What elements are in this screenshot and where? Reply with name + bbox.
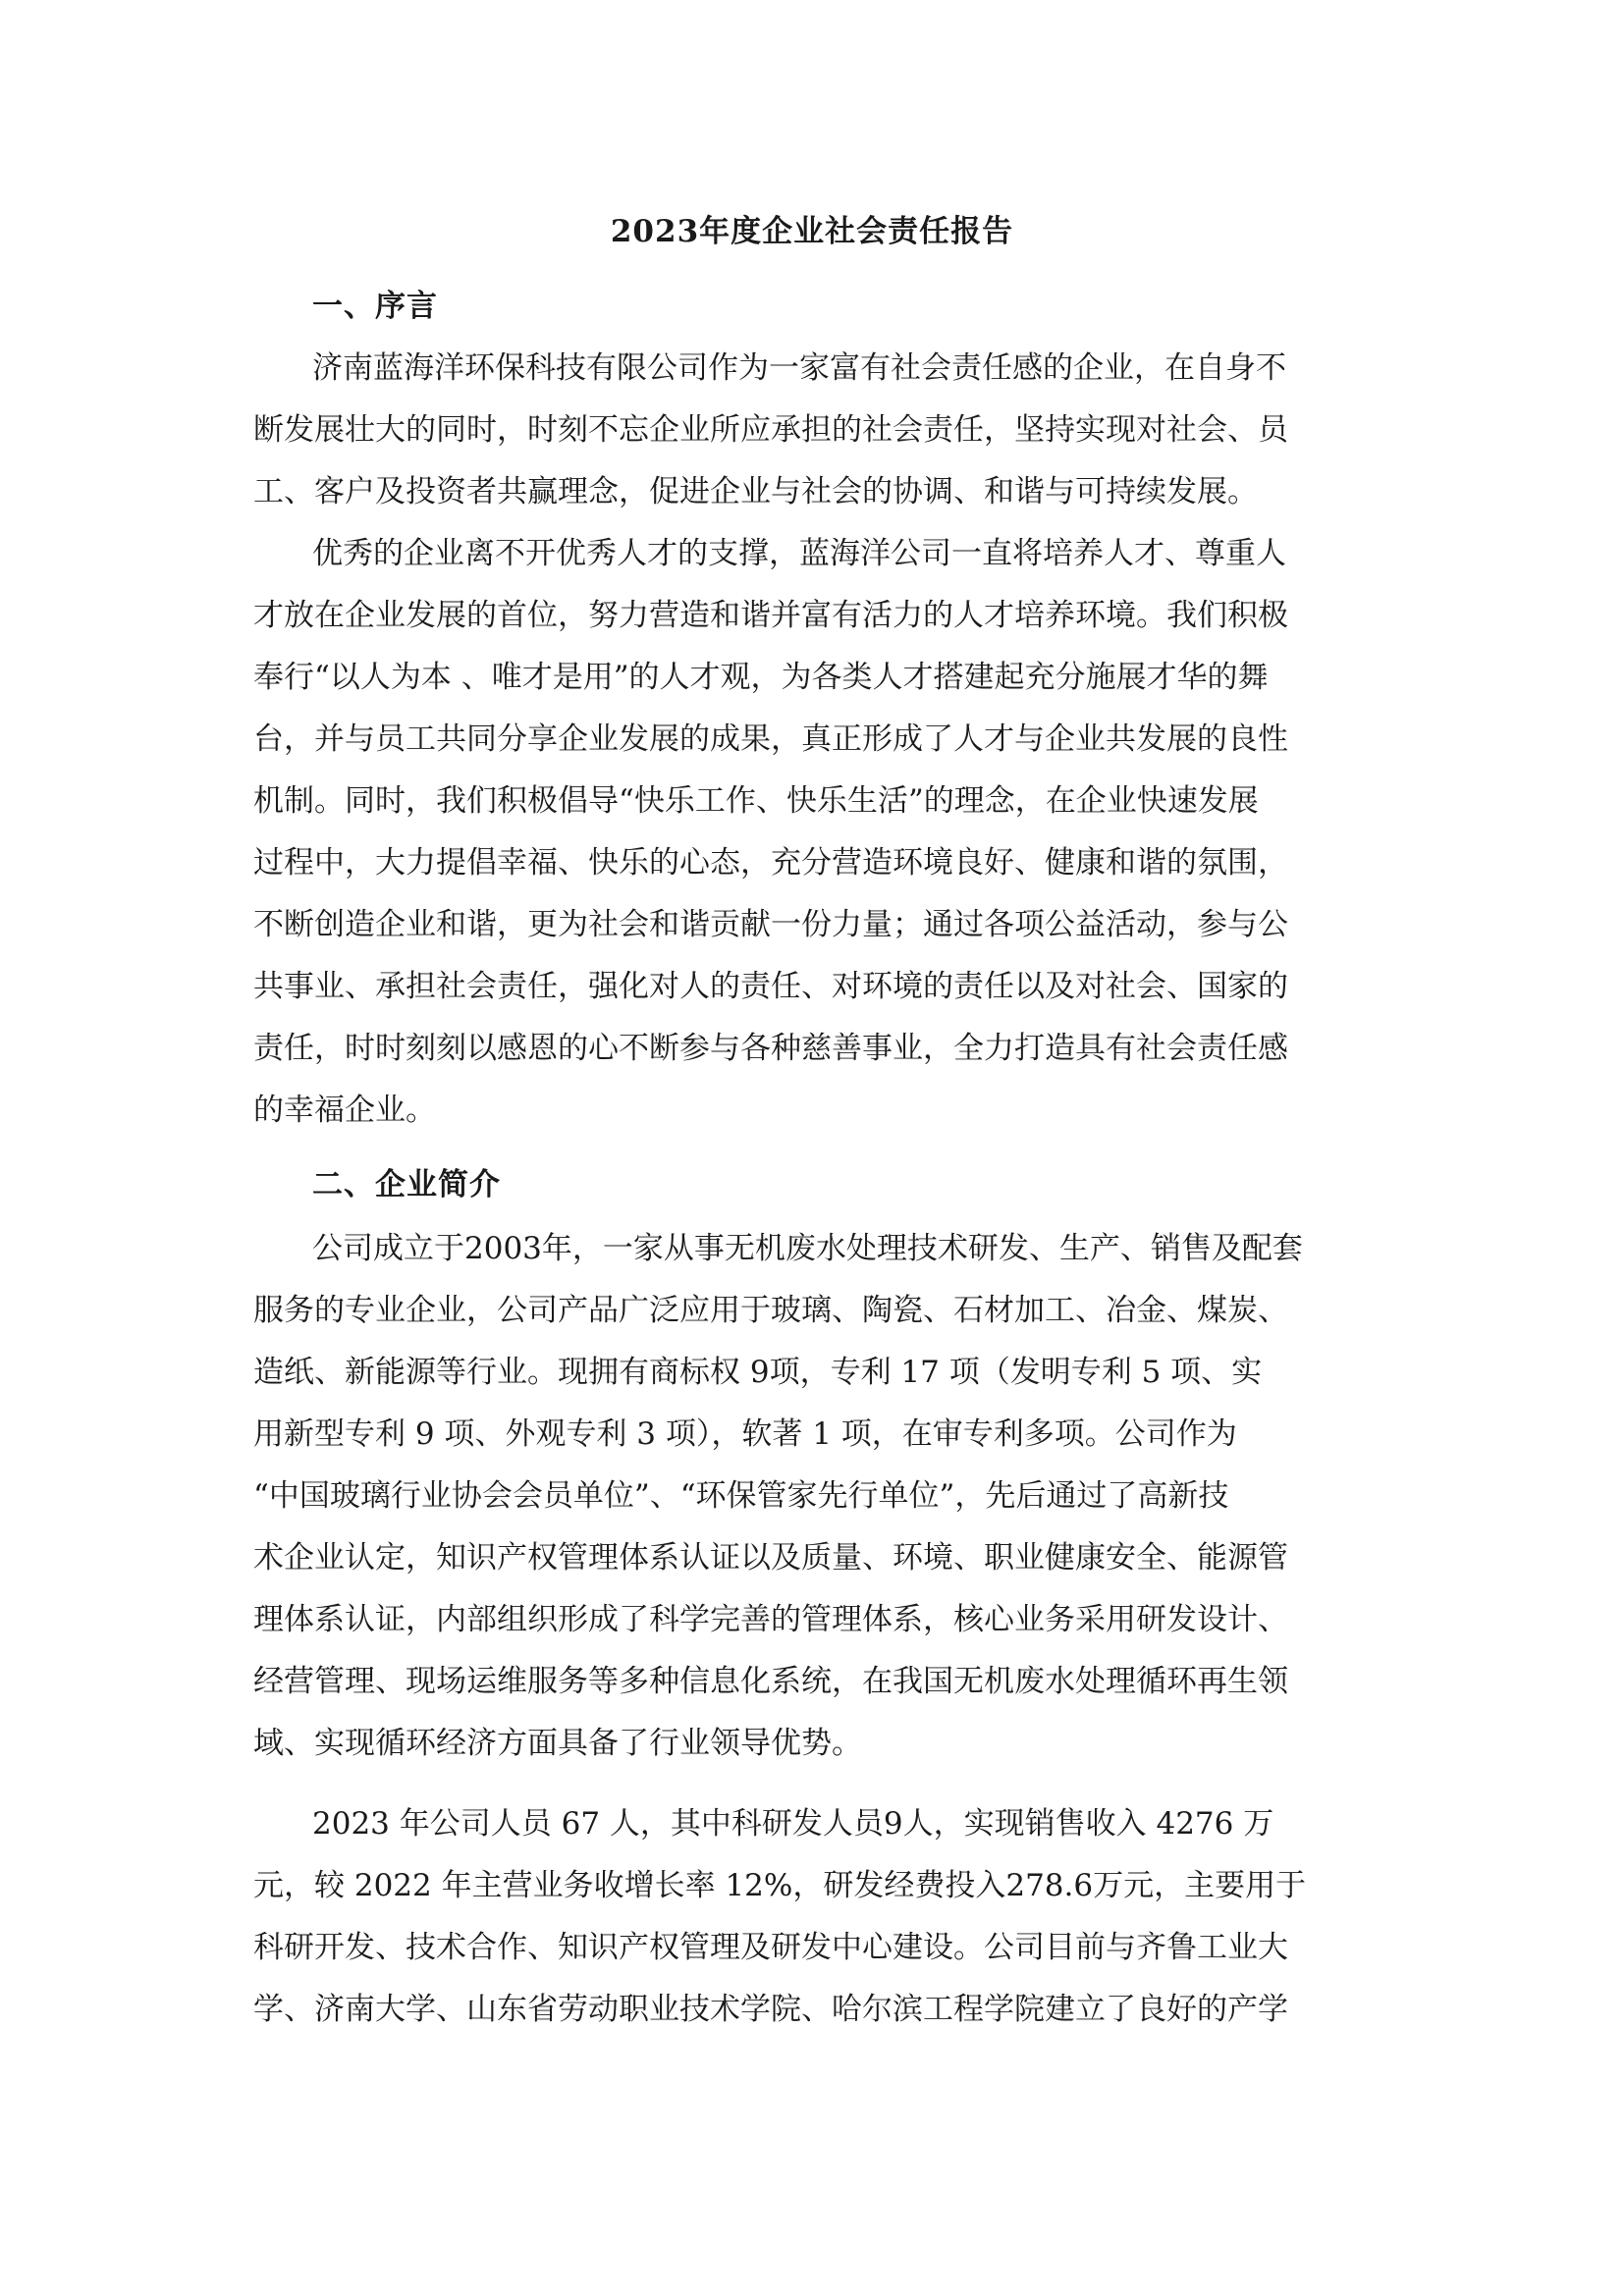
paragraph-line: 学、济南大学、山东省劳动职业技术学院、哈尔滨工程学院建立了良好的产学 [253,1992,1288,2027]
paragraph-line: 才放在企业发展的首位，努力营造和谐并富有活力的人才培养环境。我们积极 [253,598,1288,633]
paragraph-line: 域、实现循环经济方面具备了行业领导优势。 [253,1726,862,1761]
paragraph-line: 机制。同时，我们积极倡导“快乐工作、快乐生活”的理念，在企业快速发展 [253,783,1259,819]
section-heading-company-profile: 二、企业简介 [312,1167,501,1202]
paragraph-line: 理体系认证，内部组织形成了科学完善的管理体系，核心业务采用研发设计、 [253,1602,1288,1637]
paragraph-line: 2023 年公司人员 67 人，其中科研发人员9人，实现销售收入 4276 万 [312,1806,1274,1842]
paragraph-line: 济南蓝海洋环保科技有限公司作为一家富有社会责任感的企业，在自身不 [312,350,1286,386]
paragraph-line: 断发展壮大的同时，时刻不忘企业所应承担的社会责任，坚持实现对社会、员 [253,412,1288,448]
paragraph-line: 造纸、新能源等行业。现拥有商标权 9项，专利 17 项（发明专利 5 项、实 [253,1355,1263,1390]
paragraph-line: 用新型专利 9 项、外观专利 3 项），软著 1 项，在审专利多项。公司作为 [253,1416,1237,1452]
paragraph-line: 经营管理、现场运维服务等多种信息化系统，在我国无机废水处理循环再生领 [253,1664,1288,1699]
paragraph-line: 科研开发、技术合作、知识产权管理及研发中心建设。公司目前与齐鲁工业大 [253,1930,1288,1965]
section-heading-preface: 一、序言 [312,289,438,324]
paragraph-line: 服务的专业企业，公司产品广泛应用于玻璃、陶瓷、石材加工、冶金、煤炭、 [253,1293,1288,1328]
document-title: 2023年度企业社会责任报告 [610,214,1014,249]
paragraph-line: 过程中，大力提倡幸福、快乐的心态，充分营造环境良好、健康和谐的氛围， [253,845,1288,881]
paragraph-line: 台，并与员工共同分享企业发展的成果，真正形成了人才与企业共发展的良性 [253,721,1288,757]
paragraph-line: 元，较 2022 年主营业务收增长率 12%，研发经费投入278.6万元，主要用于 [253,1868,1307,1903]
paragraph-line: “中国玻璃行业协会会员单位”、“环保管家先行单位”，先后通过了高新技 [253,1478,1229,1514]
paragraph-line: 不断创造企业和谐，更为社会和谐贡献一份力量；通过各项公益活动，参与公 [253,907,1288,942]
paragraph-line: 的幸福企业。 [253,1093,436,1128]
paragraph-line: 优秀的企业离不开优秀人才的支撑，蓝海洋公司一直将培养人才、尊重人 [312,536,1286,571]
paragraph-line: 共事业、承担社会责任，强化对人的责任、对环境的责任以及对社会、国家的 [253,969,1288,1004]
paragraph-line: 公司成立于2003年，一家从事无机废水处理技术研发、生产、销售及配套 [312,1231,1303,1266]
paragraph-line: 责任，时时刻刻以感恩的心不断参与各种慈善事业，全力打造具有社会责任感 [253,1031,1288,1066]
paragraph-line: 工、客户及投资者共赢理念，促进企业与社会的协调、和谐与可持续发展。 [253,474,1258,509]
paragraph-line: 奉行“以人为本 、唯才是用”的人才观，为各类人才搭建起充分施展才华的舞 [253,660,1269,695]
paragraph-line: 术企业认定，知识产权管理体系认证以及质量、环境、职业健康安全、能源管 [253,1540,1288,1575]
